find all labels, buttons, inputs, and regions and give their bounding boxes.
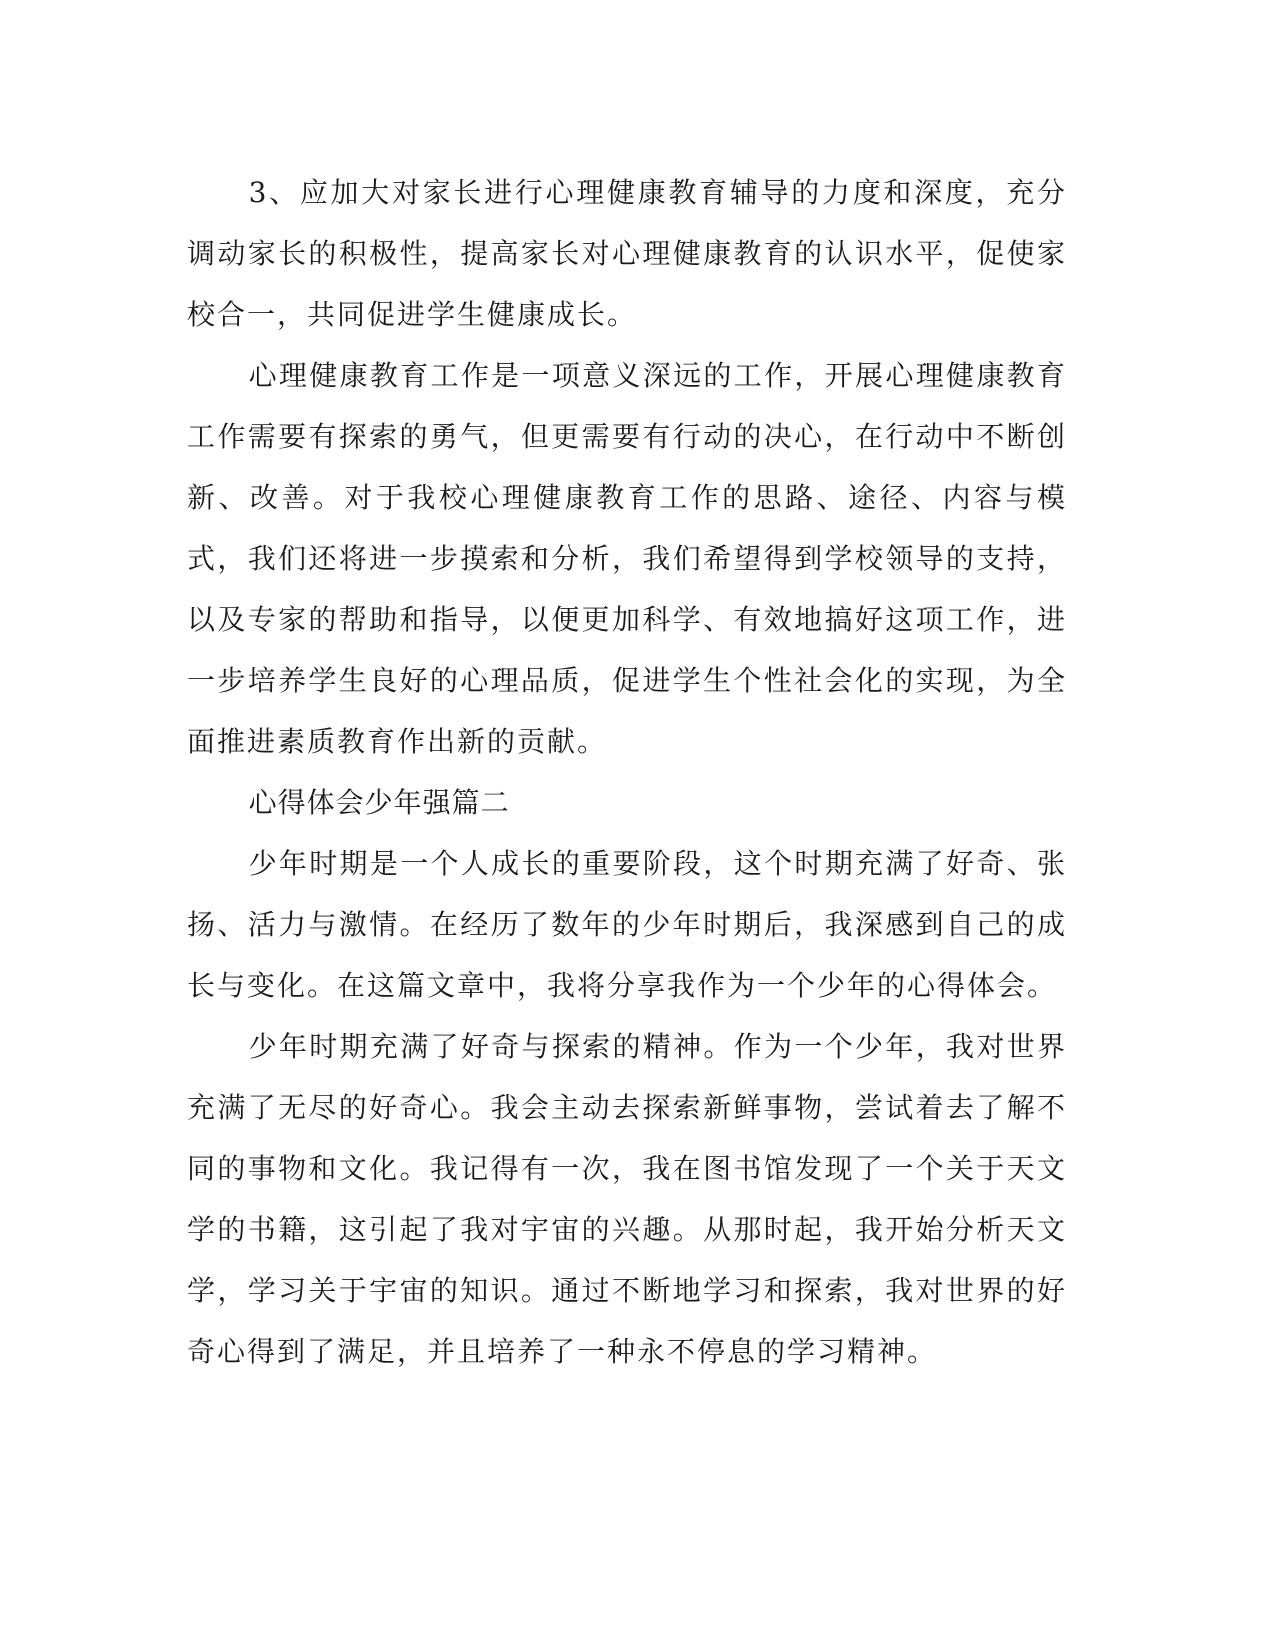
paragraph-youth-stage: 少年时期是一个人成长的重要阶段，这个时期充满了好奇、张扬、活力与激情。在经历了数年的少年时期后，我深感到自己的成长与变化。在这篇文章中，我将分享我作为一个少年的心得体会。 [187, 847, 1067, 1002]
paragraph-curiosity: 少年时期充满了好奇与探索的精神。作为一个少年，我对世界充满了无尽的好奇心。我会主动去探索新鲜事物，尝试着去了解不同的事物和文化。我记得有一次，我在图书馆发现了一个关于天文学的书籍，这引起了我对宇宙的兴趣。从那时起，我开始分析天文学，学习关于宇宙的知识。通过不断地学习和探索，我对世界的好奇心得到了满足，并且培养了一种永不停息的学习精神。 [187, 1030, 1067, 1368]
paragraph-parent-guidance: 3、应加大对家长进行心理健康教育辅导的力度和深度，充分调动家长的积极性，提高家长对心理健康教育的认识水平，促使家校合一，共同促进学生健康成长。 [187, 176, 1067, 331]
document-body [187, 162, 1067, 1382]
paragraph-mental-health-work: 心理健康教育工作是一项意义深远的工作，开展心理健康教育工作需要有探索的勇气，但更需要有行动的决心，在行动中不断创新、改善。对于我校心理健康教育工作的思路、途径、内容与模式，我们还将进一步摸索和分析，我们希望得到学校领导的支持，以及专家的帮助和指导，以便更加科学、有效地搞好这项工作，进一步培养学生良好的心理品质，促进学生个性社会化的实现，为全面推进素质教育作出新的贡献。 [187, 359, 1067, 758]
section-title: 心得体会少年强篇二 [248, 786, 510, 819]
